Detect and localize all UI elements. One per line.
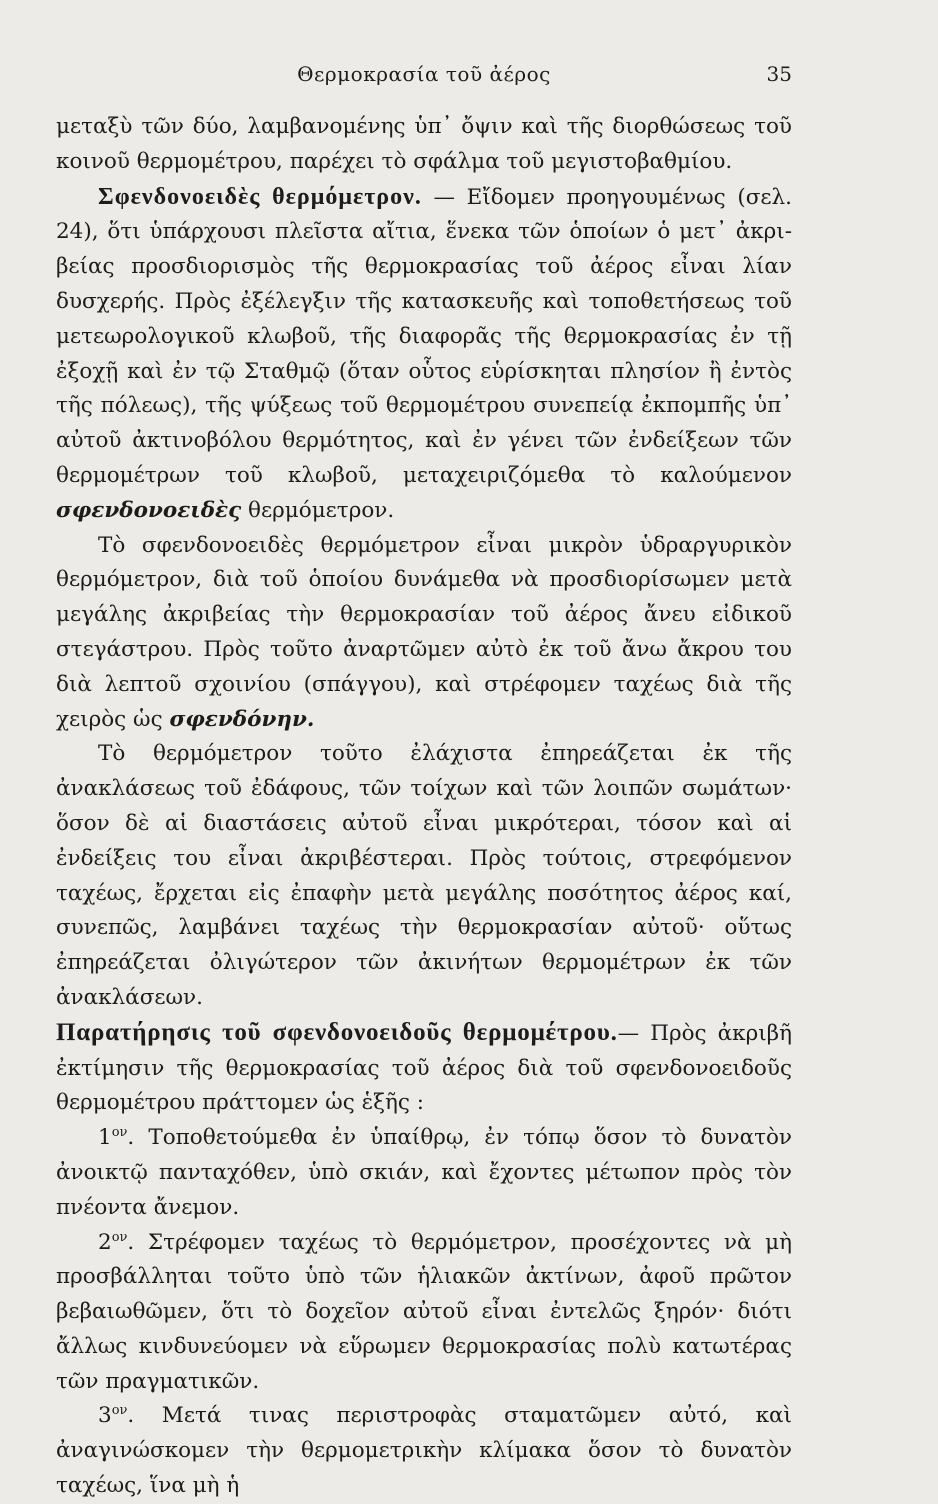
step-number: 2 (98, 1229, 112, 1255)
emphasized-term: σφενδόνην. (169, 706, 315, 732)
paragraph-description (56, 529, 792, 738)
step-text: . Μετά τινας περιστροφὰς σταματῶμεν αὐτό, καὶ ἀναγινώσκομεν τὴν θερμομετρικὴν κλίμακα ὅσον τὸ δυνατὸν ταχέως, ἵνα μὴ ἡ (56, 1403, 792, 1499)
step-number: 3 (98, 1403, 112, 1429)
step-item (56, 1399, 792, 1503)
running-title: Θερμοκρασία τοῦ ἀέρος (297, 62, 551, 86)
step-item (56, 1121, 792, 1225)
emphasized-term: σφενδονοειδὲς (56, 497, 242, 523)
paragraph-continuation: μεταξὺ τῶν δύο, λαμβανομένης ὑπ᾿ ὄψιν καὶ τῆς διορθώσεως τοῦ κοινοῦ θερμομέτρου, παρέχει τὸ σφάλμα τοῦ μεγιστοβαθμίου. (56, 114, 792, 174)
section-heading-sling-thermometer: Σφενδονοειδὲς θερμόμετρον. (98, 183, 422, 210)
paragraph-text: — Πρὸς ἀκριβῆ ἐκτίμησιν τῆς θερμοκρασίας τοῦ ἀέρος διὰ τοῦ σφενδονοειδοῦς θερμομέτρου πράττομεν ὡς ἑξῆς : (56, 1020, 792, 1116)
paragraph-text: Τὸ σφενδονοειδὲς θερμόμετρον εἶναι μικρὸν ὑδραργυρικὸν θερμόμετρον, διὰ τοῦ ὁποίου δυνάμεθα νὰ προσδιορίσωμεν μετὰ μεγάλης ἀκριβείας τὴν θερμοκρασίαν τοῦ ἀέρος ἄνευ εἰδικοῦ στεγάστρου. Πρὸς τοῦτο ἀναρτῶμεν αὐτὸ ἐκ τοῦ ἄνω ἄκρου του διὰ λεπτοῦ σχοινίου (σπάγγου), καὶ στρέφομεν ταχέως διὰ τῆς χειρὸς ὡς (56, 532, 792, 732)
paragraph-observation (56, 1016, 792, 1121)
page-number: 35 (766, 62, 792, 86)
paragraph-reflection: Τὸ θερμόμετρον τοῦτο ἐλάχιστα ἐπηρεάζεται ἐκ τῆς ἀνακλάσεως τοῦ ἐδάφους, τῶν τοίχων καὶ τῶν λοιπῶν σωμάτων· ὅσον δὲ αἱ διαστάσεις αὐτοῦ εἶναι μικρότεραι, τόσον καὶ αἱ ἐνδείξεις του εἶναι ἀκριβέστεραι. Πρὸς τούτοις, στρεφόμενον ταχέως, ἔρχεται εἰς ἐπαφὴν μετὰ μεγάλης ποσότητος ἀέρος καί, συνεπῶς, λαμβάνει ταχέως τὴν θερμοκρασίαν αὐτοῦ· οὕτως ἐπηρεάζεται ὀλιγώτερον τῶν ἀκινήτων θερμομέτρων ἐκ τῶν ἀνακλάσεων. (56, 741, 792, 1010)
step-text: . Τοποθετούμεθα ἐν ὑπαίθρῳ, ἐν τόπῳ ὅσον τὸ δυνατὸν ἀνοικτῷ πανταχόθεν, ὑπὸ σκιάν, καὶ ἔχοντες μέτωπον πρὸς τὸν πνέοντα ἄνεμον. (56, 1125, 792, 1220)
paragraph-text: — Εἴδομεν προηγουμένως (σελ. 24), ὅτι ὑπάρχουσι πλεῖστα αἴτια, ἕνεκα τῶν ὁποίων ὁ μετ᾿ ἀκριβείας προσδιορισμὸς τῆς θερμοκρασίας τοῦ ἀέρος εἶναι λίαν δυσχερής. Πρὸς ἐξέλεγξιν τῆς κατασκευῆς καὶ τοποθετήσεως τοῦ μετεωρολογικοῦ κλωβοῦ, τῆς διαφορᾶς τῆς θερμοκρασίας ἐν τῇ ἐξοχῇ καὶ ἐν τῷ Σταθμῷ (ὅταν οὗτος εὑρίσκηται πλησίον ἢ ἐντὸς τῆς πόλεως), τῆς ψύξεως τοῦ θερμομέτρου συνεπείᾳ ἐκπομπῆς ὑπ᾿ αὐτοῦ ἀκτινοβόλου θερμότητος, καὶ ἐν γένει τῶν ἐνδείξεων τῶν θερμομέτρων τοῦ κλωβοῦ, μεταχειριζόμεθα τὸ καλούμενον (56, 184, 792, 488)
paragraph-text: θερμόμετρον. (241, 497, 395, 523)
step-text: . Στρέφομεν ταχέως τὸ θερμόμετρον, προσέχοντες νὰ μὴ προσβάλληται τοῦτο ὑπὸ τῶν ἡλιακῶν ἀκτίνων, ἀφοῦ πρῶτον βεβαιωθῶμεν, ὅτι τὸ δοχεῖον αὐτοῦ εἶναι ἐντελῶς ξηρόν· διότι ἄλλως κινδυνεύομεν νὰ εὕρωμεν θερμοκρασίας πολὺ κατωτέρας τῶν πραγματικῶν. (56, 1229, 792, 1394)
step-number: 1 (98, 1125, 112, 1151)
section-heading-observation: Παρατήρησις τοῦ σφενδονοειδοῦς θερμομέτρου. (56, 1018, 618, 1046)
page-body (56, 110, 792, 1504)
page-header (56, 62, 792, 96)
step-ordinal-suffix: ον (111, 1403, 128, 1419)
step-ordinal-suffix: ον (111, 1124, 128, 1140)
paragraph-sling-thermometer (56, 180, 792, 529)
step-ordinal-suffix: ον (111, 1229, 128, 1245)
step-item (56, 1226, 792, 1400)
